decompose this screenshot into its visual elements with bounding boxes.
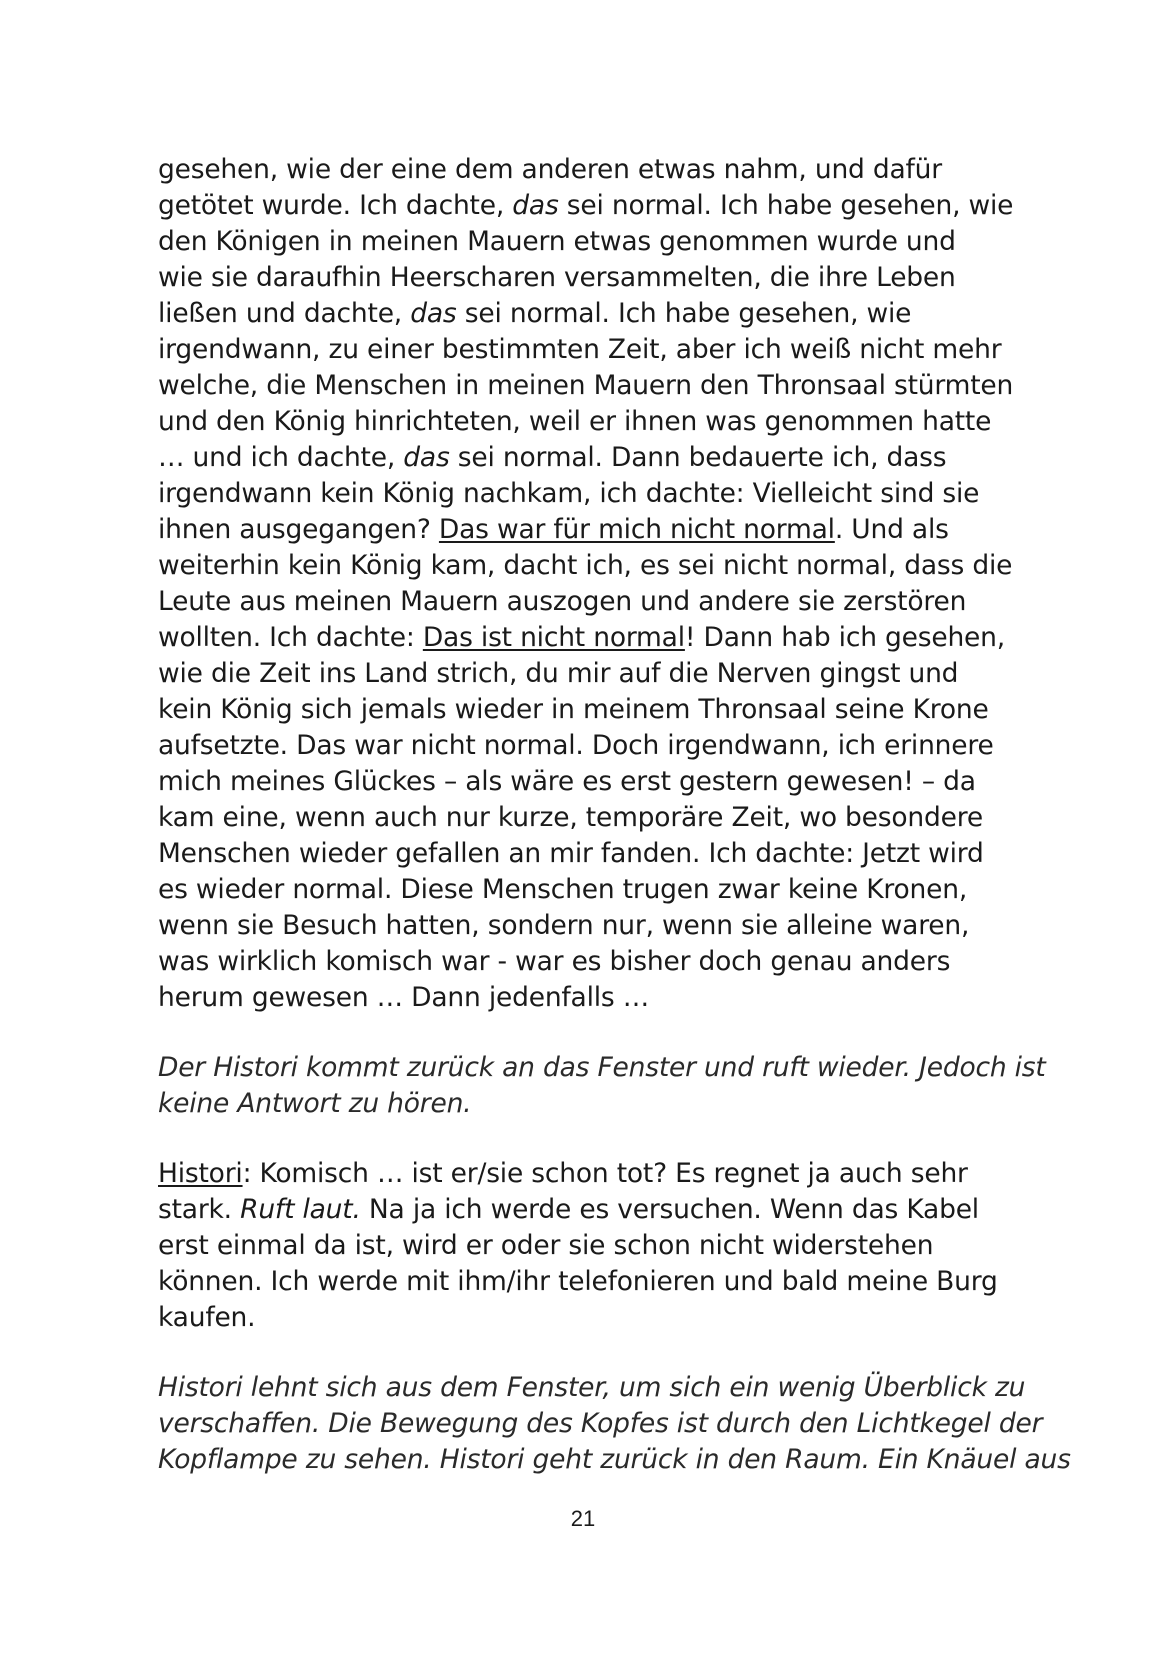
text-run: aufsetzte. Das war nicht normal. Doch irgendwann, ich erinnere (158, 730, 994, 761)
text-run: wie sie daraufhin Heerscharen versammelten, die ihre Leben (158, 262, 956, 293)
text-run: verschaffen. Die Bewegung des Kopfes ist durch den Lichtkegel der (158, 1408, 1043, 1439)
text-run: Histori lehnt sich aus dem Fenster, um sich ein wenig Überblick zu (158, 1372, 1026, 1403)
text-line (158, 872, 1038, 908)
text-line (158, 476, 1038, 512)
text-line (158, 1264, 1038, 1300)
text-run: Kopflampe zu sehen. Histori geht zurück in den Raum. Ein Knäuel aus (158, 1444, 1071, 1475)
text-run: welche, die Menschen in meinen Mauern den Thronsaal stürmten (158, 370, 1014, 401)
text-line (158, 1050, 1046, 1086)
text-run: kein König sich jemals wieder in meinem Thronsaal seine Krone (158, 694, 989, 725)
text-line (158, 188, 1038, 224)
text-run: irgendwann kein König nachkam, ich dachte: Vielleicht sind sie (158, 478, 980, 509)
paragraph-gap (158, 1016, 1038, 1050)
underlined-text: Histori (158, 1158, 243, 1189)
text-line (158, 332, 1038, 368)
text-line (158, 368, 1038, 404)
text-line (158, 800, 1038, 836)
text-run: herum gewesen … Dann jedenfalls … (158, 982, 650, 1013)
text-line (158, 908, 1038, 944)
text-run: kaufen. (158, 1302, 256, 1333)
text-line (158, 692, 1038, 728)
paragraph-gap (158, 1336, 1038, 1370)
stage-direction (158, 1050, 1046, 1122)
text-line (158, 1300, 1038, 1336)
text-line (158, 980, 1038, 1016)
text-run: ließen und dachte, (158, 298, 411, 329)
text-run: sei normal. Ich habe gesehen, wie (558, 190, 1014, 221)
text-line (158, 1442, 1071, 1478)
text-run: es wieder normal. Diese Menschen trugen zwar keine Kronen, (158, 874, 968, 905)
text-run: gesehen, wie der eine dem anderen etwas nahm, und dafür (158, 154, 942, 185)
text-line (158, 1406, 1043, 1442)
text-run: ihnen ausgegangen? (158, 514, 439, 545)
italic-text: das (410, 298, 457, 329)
text-run: getötet wurde. Ich dachte, (158, 190, 513, 221)
italic-text: Ruft laut. (240, 1194, 361, 1225)
text-run: wie die Zeit ins Land strich, du mir auf die Nerven gingst und (158, 658, 959, 689)
text-line (158, 404, 1038, 440)
text-run: Menschen wieder gefallen an mir fanden. Ich dachte: Jetzt wird (158, 838, 984, 869)
text-run: was wirklich komisch war - war es bisher doch genau anders (158, 946, 951, 977)
text-run: erst einmal da ist, wird er oder sie schon nicht widerstehen (158, 1230, 934, 1261)
text-run: stark. (158, 1194, 241, 1225)
text-run: und den König hinrichteten, weil er ihnen was genommen hatte (158, 406, 992, 437)
text-line (158, 620, 1038, 656)
text-line (158, 836, 1038, 872)
text-line (158, 152, 1038, 188)
dialogue-paragraph (158, 1156, 1038, 1336)
text-line (158, 656, 1038, 692)
text-run: keine Antwort zu hören. (158, 1088, 472, 1119)
page-body (158, 152, 1071, 1478)
text-line (158, 512, 1038, 548)
text-line (158, 1192, 1038, 1228)
underlined-text: Das war für mich nicht normal (438, 514, 835, 545)
text-run: irgendwann, zu einer bestimmten Zeit, aber ich weiß nicht mehr (158, 334, 1002, 365)
underlined-text: Das ist nicht normal (422, 622, 685, 653)
text-line (158, 1370, 1038, 1406)
text-run: den Königen in meinen Mauern etwas genommen wurde und (158, 226, 956, 257)
italic-text: das (403, 442, 450, 473)
text-run: ! Dann hab ich gesehen, (684, 622, 1005, 653)
text-run: Der Histori kommt zurück an das Fenster und ruft wieder. Jedoch ist (158, 1052, 1046, 1083)
text-run: mich meines Glückes – als wäre es erst gestern gewesen! – da (158, 766, 976, 797)
text-run: sei normal. Dann bedauerte ich, dass (449, 442, 947, 473)
text-line (158, 1228, 1038, 1264)
text-run: können. Ich werde mit ihm/ihr telefonieren und bald meine Burg (158, 1266, 998, 1297)
text-line (158, 1156, 1038, 1192)
text-line (158, 584, 1038, 620)
text-run: kam eine, wenn auch nur kurze, temporäre Zeit, wo besondere (158, 802, 983, 833)
text-run: : Komisch … ist er/sie schon tot? Es regnet ja auch sehr (242, 1158, 968, 1189)
text-line (158, 260, 1038, 296)
stage-direction (158, 1370, 1071, 1478)
text-run: … und ich dachte, (158, 442, 404, 473)
monologue-paragraph (158, 152, 1038, 1016)
text-line (158, 728, 1038, 764)
page-number: 21 (570, 1506, 596, 1531)
text-run: weiterhin kein König kam, dacht ich, es sei nicht normal, dass die (158, 550, 1013, 581)
paragraph-gap (158, 1122, 1038, 1156)
text-run: Leute aus meinen Mauern auszogen und andere sie zerstören (158, 586, 967, 617)
text-run: wollten. Ich dachte: (158, 622, 423, 653)
text-run: wenn sie Besuch hatten, sondern nur, wenn sie alleine waren, (158, 910, 970, 941)
text-line (158, 440, 1038, 476)
text-line (158, 764, 1038, 800)
text-run: Na ja ich werde es versuchen. Wenn das Kabel (360, 1194, 979, 1225)
text-line (158, 944, 1038, 980)
text-run: . Und als (834, 514, 949, 545)
text-line (158, 224, 1038, 260)
text-line (158, 1086, 1038, 1122)
text-line (158, 296, 1038, 332)
text-run: sei normal. Ich habe gesehen, wie (456, 298, 912, 329)
text-line (158, 548, 1038, 584)
italic-text: das (512, 190, 559, 221)
